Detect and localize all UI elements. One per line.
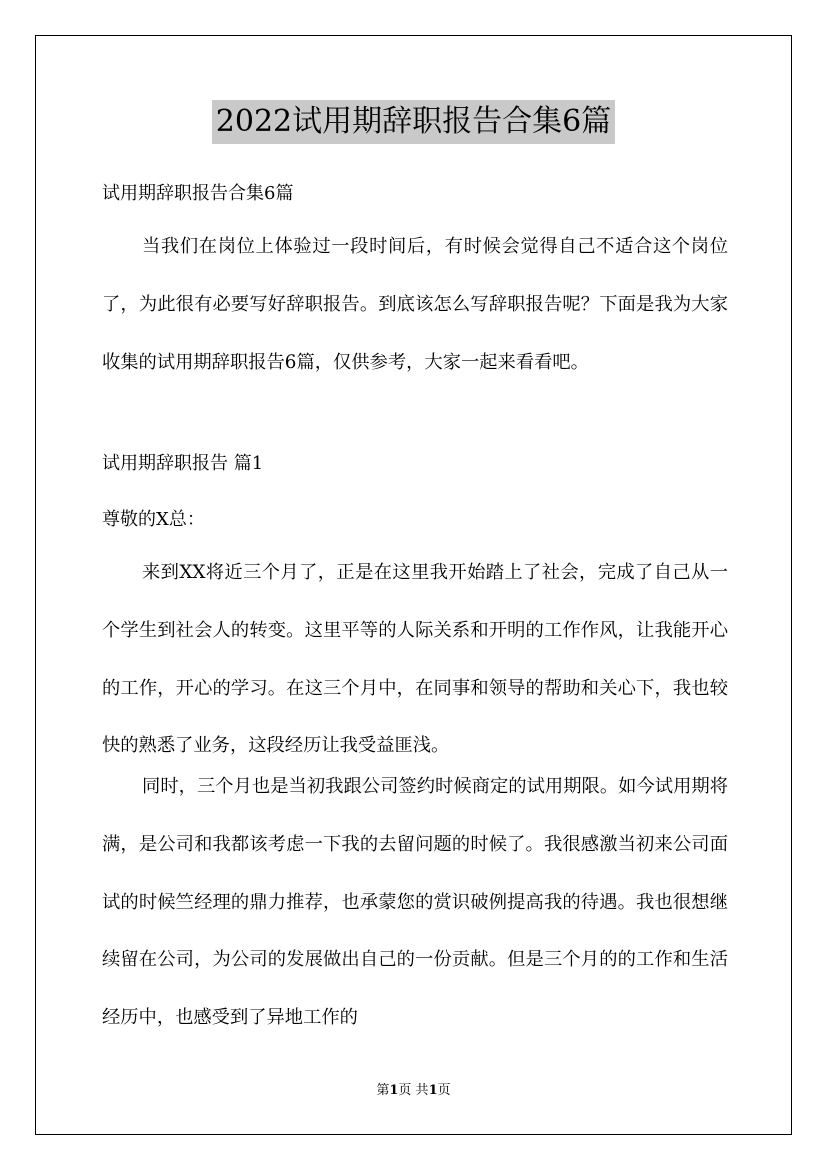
document-title: 2022试用期辞职报告合集6篇 [212,100,615,144]
section-heading: 试用期辞职报告 篇1 [102,453,264,474]
salutation: 尊敬的X总： [102,509,205,530]
footer-suffix: 页 [437,1083,451,1098]
intro-paragraph: 当我们在岗位上体验过一段时间后，有时候会觉得自己不适合这个岗位了，为此很有必要写好辞职报告。到底该怎么写辞职报告呢？下面是我为大家收集的试用期辞职报告6篇，仅供参考，大家一起来看看吧。 [102,236,728,373]
footer-total-pages: 1 [428,1083,438,1098]
footer-mid: 页 共 [398,1083,429,1098]
page-footer [0,1082,827,1100]
body-paragraph-1: 来到XX将近三个月了，正是在这里我开始踏上了社会，完成了自己从一个学生到社会人的转变。这里平等的人际关系和开明的工作作风，让我能开心的工作，开心的学习。在这三个月中，在同事和领导的帮助和关心下，我也较快的熟悉了业务，这段经历让我受益匪浅。 [102,562,728,757]
footer-page-number: 1 [389,1083,399,1098]
title-container [0,100,827,144]
body-paragraph-2: 同时，三个月也是当初我跟公司签约时候商定的试用期限。如今试用期将满，是公司和我都该考虑一下我的去留问题的时候了。我很感激当初来公司面试的时候竺经理的鼎力推荐，也承蒙您的赏识破例提高我的待遇。我也很想继续留在公司，为公司的发展做出自己的一份贡献。但是三个月的的工作和生活经历中，也感受到了异地工作的 [102,776,728,1029]
document-subtitle: 试用期辞职报告合集6篇 [102,183,294,204]
footer-prefix: 第 [376,1083,390,1098]
